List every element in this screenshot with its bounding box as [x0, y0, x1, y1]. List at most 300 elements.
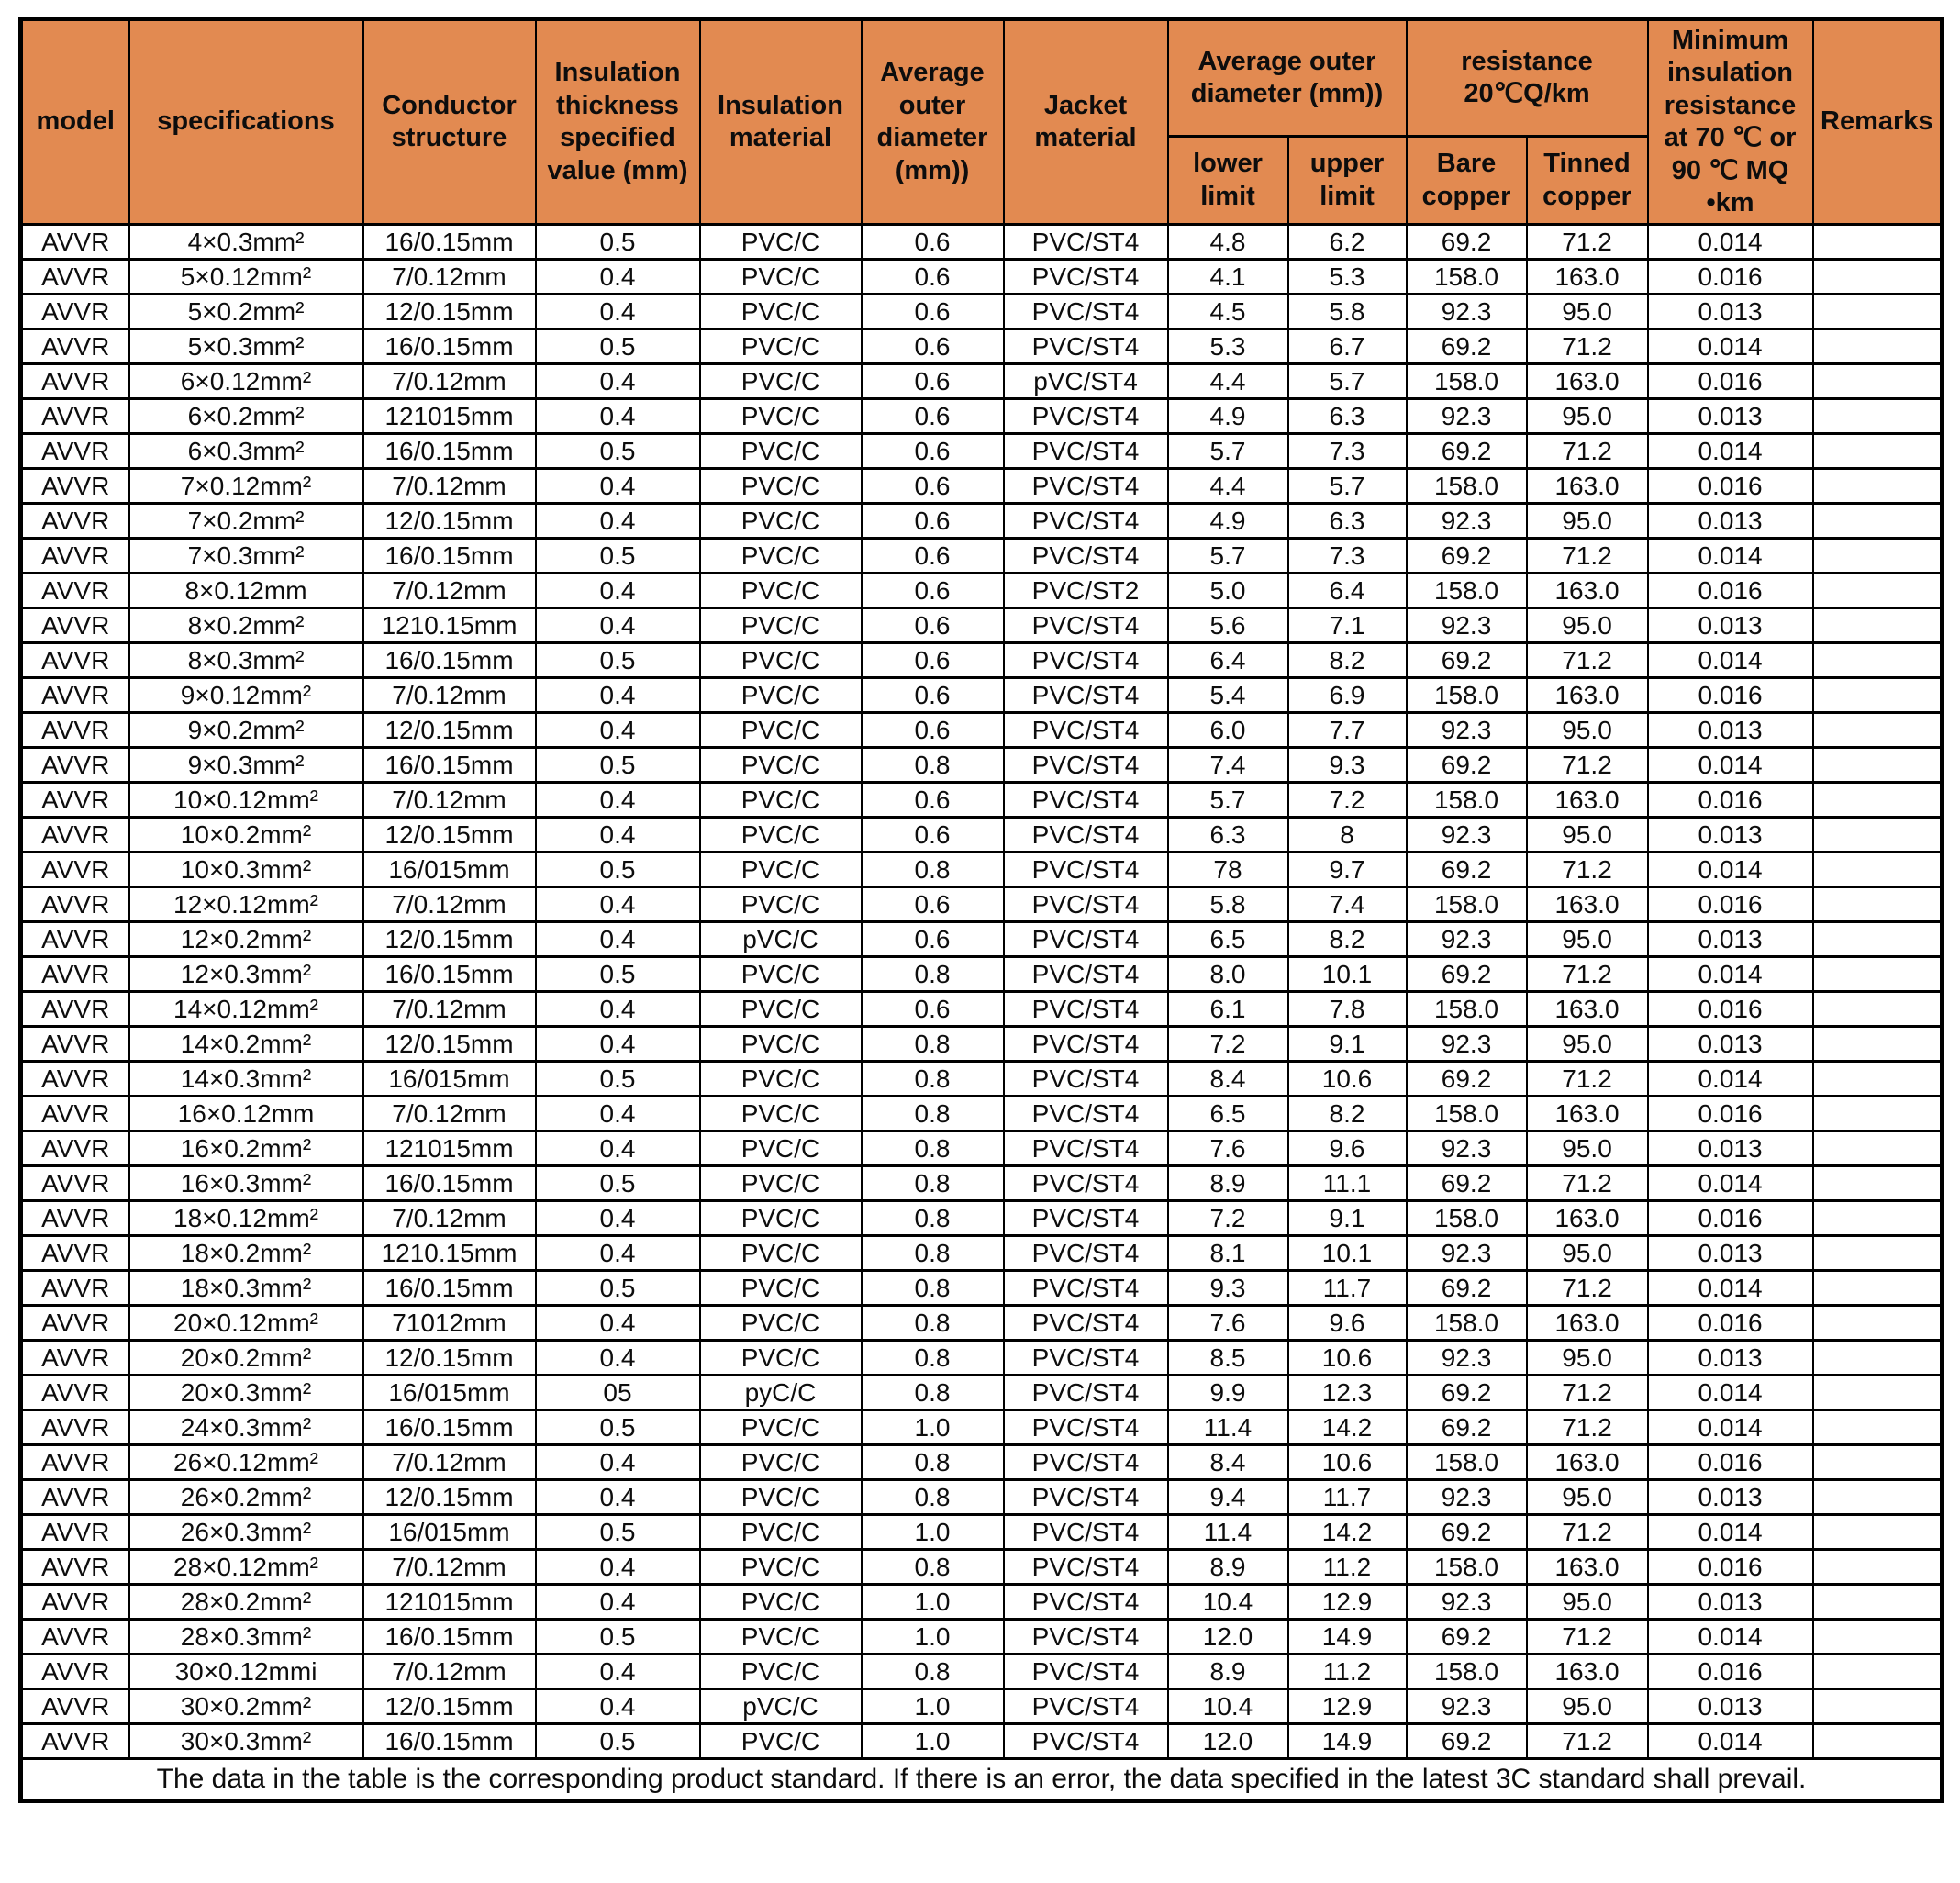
cell-bare-copper: 92.3 — [1407, 608, 1527, 643]
cell-lower-limit: 12.0 — [1168, 1724, 1288, 1759]
cell-insulation-material: PVC/C — [700, 1027, 862, 1062]
cell-insulation-thickness: 0.4 — [536, 1480, 700, 1515]
cell-remarks — [1813, 643, 1943, 678]
cell-insulation-thickness: 0.4 — [536, 1131, 700, 1166]
col-header-remarks: Remarks — [1813, 19, 1943, 225]
cell-jacket-material: PVC/ST4 — [1004, 1515, 1168, 1550]
cell-jacket-material: PVC/ST4 — [1004, 1445, 1168, 1480]
col-header-upper-limit: upper limit — [1288, 137, 1407, 225]
cell-avg-outer-diameter: 0.6 — [862, 992, 1004, 1027]
cell-insulation-thickness: 0.5 — [536, 1062, 700, 1097]
cell-upper-limit: 5.8 — [1288, 295, 1407, 329]
cell-min-insulation-resistance: 0.014 — [1648, 748, 1813, 783]
cell-jacket-material: PVC/ST4 — [1004, 295, 1168, 329]
cell-lower-limit: 10.4 — [1168, 1689, 1288, 1724]
cell-lower-limit: 7.2 — [1168, 1201, 1288, 1236]
cell-jacket-material: PVC/ST4 — [1004, 783, 1168, 818]
cell-upper-limit: 11.7 — [1288, 1271, 1407, 1306]
cell-bare-copper: 92.3 — [1407, 713, 1527, 748]
cell-insulation-material: PVC/C — [700, 295, 862, 329]
cell-tinned-copper: 95.0 — [1527, 295, 1648, 329]
cell-conductor-structure: 121015mm — [363, 1131, 536, 1166]
cell-model: AVVR — [21, 1271, 129, 1306]
cell-specifications: 5×0.2mm² — [129, 295, 363, 329]
cell-specifications: 7×0.12mm² — [129, 469, 363, 504]
cell-lower-limit: 8.4 — [1168, 1062, 1288, 1097]
cell-conductor-structure: 16/0.15mm — [363, 748, 536, 783]
cell-avg-outer-diameter: 0.8 — [862, 1445, 1004, 1480]
cell-insulation-thickness: 0.5 — [536, 1271, 700, 1306]
cell-specifications: 26×0.3mm² — [129, 1515, 363, 1550]
cell-insulation-material: PVC/C — [700, 783, 862, 818]
cell-model: AVVR — [21, 1445, 129, 1480]
cell-avg-outer-diameter: 0.6 — [862, 364, 1004, 399]
cell-jacket-material: PVC/ST4 — [1004, 713, 1168, 748]
cell-remarks — [1813, 713, 1943, 748]
cell-conductor-structure: 12/0.15mm — [363, 1689, 536, 1724]
cell-insulation-material: PVC/C — [700, 1341, 862, 1376]
cell-specifications: 6×0.12mm² — [129, 364, 363, 399]
cell-remarks — [1813, 1271, 1943, 1306]
cell-min-insulation-resistance: 0.016 — [1648, 992, 1813, 1027]
cell-lower-limit: 4.9 — [1168, 399, 1288, 434]
cell-specifications: 16×0.2mm² — [129, 1131, 363, 1166]
cell-bare-copper: 92.3 — [1407, 818, 1527, 852]
cell-tinned-copper: 163.0 — [1527, 887, 1648, 922]
cell-tinned-copper: 71.2 — [1527, 1062, 1648, 1097]
cell-avg-outer-diameter: 0.8 — [862, 1480, 1004, 1515]
cell-min-insulation-resistance: 0.013 — [1648, 1689, 1813, 1724]
table-row — [21, 1550, 1943, 1585]
cell-remarks — [1813, 748, 1943, 783]
cell-avg-outer-diameter: 1.0 — [862, 1585, 1004, 1620]
cell-insulation-thickness: 0.5 — [536, 1620, 700, 1655]
cell-upper-limit: 10.6 — [1288, 1445, 1407, 1480]
cell-insulation-thickness: 0.4 — [536, 678, 700, 713]
table-row — [21, 1585, 1943, 1620]
cell-insulation-material: PVC/C — [700, 1620, 862, 1655]
table-row — [21, 1131, 1943, 1166]
cell-tinned-copper: 163.0 — [1527, 1655, 1648, 1689]
cell-min-insulation-resistance: 0.014 — [1648, 1376, 1813, 1410]
cell-insulation-material: PVC/C — [700, 1410, 862, 1445]
cell-bare-copper: 92.3 — [1407, 922, 1527, 957]
cell-min-insulation-resistance: 0.016 — [1648, 260, 1813, 295]
cell-model: AVVR — [21, 399, 129, 434]
cell-specifications: 5×0.12mm² — [129, 260, 363, 295]
cell-model: AVVR — [21, 1306, 129, 1341]
cell-insulation-thickness: 0.5 — [536, 852, 700, 887]
cell-bare-copper: 158.0 — [1407, 887, 1527, 922]
table-row — [21, 1062, 1943, 1097]
cell-tinned-copper: 95.0 — [1527, 713, 1648, 748]
cell-insulation-thickness: 0.5 — [536, 434, 700, 469]
cell-avg-outer-diameter: 0.6 — [862, 260, 1004, 295]
cell-model: AVVR — [21, 469, 129, 504]
cell-jacket-material: PVC/ST4 — [1004, 1062, 1168, 1097]
col-header-conductor-structure: Conductor structure — [363, 19, 536, 225]
cell-conductor-structure: 7/0.12mm — [363, 678, 536, 713]
cell-avg-outer-diameter: 0.6 — [862, 434, 1004, 469]
cell-lower-limit: 4.8 — [1168, 225, 1288, 260]
cell-upper-limit: 10.1 — [1288, 1236, 1407, 1271]
table-row — [21, 225, 1943, 260]
cell-conductor-structure: 16/0.15mm — [363, 1724, 536, 1759]
cell-conductor-structure: 12/0.15mm — [363, 504, 536, 539]
cell-jacket-material: PVC/ST4 — [1004, 1027, 1168, 1062]
cell-bare-copper: 69.2 — [1407, 1620, 1527, 1655]
cell-bare-copper: 69.2 — [1407, 434, 1527, 469]
table-row — [21, 1410, 1943, 1445]
cell-model: AVVR — [21, 1550, 129, 1585]
cell-upper-limit: 14.9 — [1288, 1620, 1407, 1655]
cell-remarks — [1813, 1341, 1943, 1376]
cell-min-insulation-resistance: 0.014 — [1648, 957, 1813, 992]
cell-jacket-material: PVC/ST4 — [1004, 678, 1168, 713]
cell-remarks — [1813, 678, 1943, 713]
cell-specifications: 28×0.2mm² — [129, 1585, 363, 1620]
cell-insulation-thickness: 0.5 — [536, 329, 700, 364]
cell-tinned-copper: 95.0 — [1527, 1689, 1648, 1724]
cell-min-insulation-resistance: 0.014 — [1648, 1271, 1813, 1306]
cell-lower-limit: 8.4 — [1168, 1445, 1288, 1480]
cell-jacket-material: PVC/ST4 — [1004, 1306, 1168, 1341]
cell-remarks — [1813, 1062, 1943, 1097]
cell-remarks — [1813, 992, 1943, 1027]
cell-insulation-material: PVC/C — [700, 1306, 862, 1341]
table-row — [21, 1236, 1943, 1271]
cell-lower-limit: 7.6 — [1168, 1306, 1288, 1341]
cell-tinned-copper: 71.2 — [1527, 1271, 1648, 1306]
cell-remarks — [1813, 783, 1943, 818]
cell-specifications: 10×0.3mm² — [129, 852, 363, 887]
cell-remarks — [1813, 1097, 1943, 1131]
cell-conductor-structure: 121015mm — [363, 399, 536, 434]
cell-model: AVVR — [21, 678, 129, 713]
cell-insulation-thickness: 05 — [536, 1376, 700, 1410]
cell-lower-limit: 7.4 — [1168, 748, 1288, 783]
cell-insulation-material: PVC/C — [700, 818, 862, 852]
cell-tinned-copper: 71.2 — [1527, 1376, 1648, 1410]
cell-tinned-copper: 163.0 — [1527, 1201, 1648, 1236]
cell-tinned-copper: 95.0 — [1527, 504, 1648, 539]
cell-min-insulation-resistance: 0.014 — [1648, 1515, 1813, 1550]
cell-min-insulation-resistance: 0.016 — [1648, 1655, 1813, 1689]
cell-insulation-thickness: 0.5 — [536, 1724, 700, 1759]
cell-conductor-structure: 7/0.12mm — [363, 469, 536, 504]
cell-model: AVVR — [21, 1585, 129, 1620]
cell-conductor-structure: 12/0.15mm — [363, 713, 536, 748]
cell-bare-copper: 158.0 — [1407, 1306, 1527, 1341]
cell-insulation-material: PVC/C — [700, 608, 862, 643]
cell-upper-limit: 14.2 — [1288, 1410, 1407, 1445]
cell-remarks — [1813, 1201, 1943, 1236]
cell-tinned-copper: 71.2 — [1527, 225, 1648, 260]
cell-jacket-material: PVC/ST4 — [1004, 469, 1168, 504]
cell-jacket-material: PVC/ST4 — [1004, 887, 1168, 922]
cell-specifications: 14×0.2mm² — [129, 1027, 363, 1062]
cell-bare-copper: 158.0 — [1407, 469, 1527, 504]
cell-insulation-thickness: 0.4 — [536, 1445, 700, 1480]
cell-specifications: 14×0.12mm² — [129, 992, 363, 1027]
cell-conductor-structure: 16/015mm — [363, 1376, 536, 1410]
cell-conductor-structure: 1210.15mm — [363, 608, 536, 643]
cell-insulation-material: pyC/C — [700, 1376, 862, 1410]
cell-insulation-material: PVC/C — [700, 504, 862, 539]
cell-upper-limit: 8 — [1288, 818, 1407, 852]
cell-upper-limit: 6.7 — [1288, 329, 1407, 364]
cell-avg-outer-diameter: 1.0 — [862, 1724, 1004, 1759]
cell-specifications: 26×0.2mm² — [129, 1480, 363, 1515]
cell-model: AVVR — [21, 1410, 129, 1445]
cell-lower-limit: 10.4 — [1168, 1585, 1288, 1620]
cell-insulation-thickness: 0.5 — [536, 1410, 700, 1445]
cell-tinned-copper: 71.2 — [1527, 1724, 1648, 1759]
cell-bare-copper: 69.2 — [1407, 1062, 1527, 1097]
cell-lower-limit: 6.3 — [1168, 818, 1288, 852]
cell-lower-limit: 4.5 — [1168, 295, 1288, 329]
col-header-specifications: specifications — [129, 19, 363, 225]
cell-avg-outer-diameter: 0.6 — [862, 818, 1004, 852]
cell-model: AVVR — [21, 1131, 129, 1166]
col-header-jacket-material: Jacket material — [1004, 19, 1168, 225]
cell-conductor-structure: 7/0.12mm — [363, 1550, 536, 1585]
cable-spec-table — [18, 17, 1944, 1803]
cell-bare-copper: 69.2 — [1407, 225, 1527, 260]
cell-remarks — [1813, 957, 1943, 992]
cell-insulation-thickness: 0.4 — [536, 1201, 700, 1236]
cell-avg-outer-diameter: 0.8 — [862, 1201, 1004, 1236]
cell-conductor-structure: 16/0.15mm — [363, 329, 536, 364]
cell-remarks — [1813, 1236, 1943, 1271]
cell-insulation-material: PVC/C — [700, 1585, 862, 1620]
cell-lower-limit: 9.3 — [1168, 1271, 1288, 1306]
cell-upper-limit: 9.3 — [1288, 748, 1407, 783]
cell-conductor-structure: 16/0.15mm — [363, 1620, 536, 1655]
cell-remarks — [1813, 1620, 1943, 1655]
cell-remarks — [1813, 887, 1943, 922]
cell-insulation-material: PVC/C — [700, 1445, 862, 1480]
cell-specifications: 26×0.12mm² — [129, 1445, 363, 1480]
cell-bare-copper: 158.0 — [1407, 1445, 1527, 1480]
cell-insulation-material: PVC/C — [700, 1550, 862, 1585]
table-row — [21, 574, 1943, 608]
cell-lower-limit: 11.4 — [1168, 1515, 1288, 1550]
table-row — [21, 1027, 1943, 1062]
cell-specifications: 14×0.3mm² — [129, 1062, 363, 1097]
cell-jacket-material: PVC/ST4 — [1004, 1724, 1168, 1759]
cell-min-insulation-resistance: 0.016 — [1648, 1201, 1813, 1236]
cell-model: AVVR — [21, 922, 129, 957]
cell-min-insulation-resistance: 0.014 — [1648, 1724, 1813, 1759]
cell-insulation-material: PVC/C — [700, 1166, 862, 1201]
cell-lower-limit: 5.8 — [1168, 887, 1288, 922]
cell-upper-limit: 7.1 — [1288, 608, 1407, 643]
cell-min-insulation-resistance: 0.016 — [1648, 364, 1813, 399]
cell-upper-limit: 6.3 — [1288, 399, 1407, 434]
cell-tinned-copper: 163.0 — [1527, 574, 1648, 608]
cell-jacket-material: PVC/ST4 — [1004, 225, 1168, 260]
cell-upper-limit: 6.9 — [1288, 678, 1407, 713]
cell-avg-outer-diameter: 0.8 — [862, 1166, 1004, 1201]
cell-insulation-material: pVC/C — [700, 1689, 862, 1724]
cell-avg-outer-diameter: 0.6 — [862, 887, 1004, 922]
cell-lower-limit: 9.9 — [1168, 1376, 1288, 1410]
cell-model: AVVR — [21, 748, 129, 783]
cell-bare-copper: 69.2 — [1407, 329, 1527, 364]
cell-min-insulation-resistance: 0.013 — [1648, 922, 1813, 957]
cell-avg-outer-diameter: 0.8 — [862, 1550, 1004, 1585]
cell-tinned-copper: 71.2 — [1527, 957, 1648, 992]
cell-specifications: 12×0.2mm² — [129, 922, 363, 957]
cell-lower-limit: 8.9 — [1168, 1655, 1288, 1689]
cell-specifications: 9×0.3mm² — [129, 748, 363, 783]
cell-insulation-material: PVC/C — [700, 643, 862, 678]
cell-lower-limit: 4.4 — [1168, 364, 1288, 399]
cell-lower-limit: 4.4 — [1168, 469, 1288, 504]
cell-upper-limit: 12.9 — [1288, 1689, 1407, 1724]
col-group-resistance: resistance 20℃Q/km — [1407, 19, 1648, 137]
cell-lower-limit: 5.0 — [1168, 574, 1288, 608]
table-row — [21, 1306, 1943, 1341]
cell-upper-limit: 5.3 — [1288, 260, 1407, 295]
cell-conductor-structure: 1210.15mm — [363, 1236, 536, 1271]
table-row — [21, 539, 1943, 574]
cell-tinned-copper: 163.0 — [1527, 1550, 1648, 1585]
cell-bare-copper: 69.2 — [1407, 1376, 1527, 1410]
cell-insulation-thickness: 0.5 — [536, 643, 700, 678]
cell-min-insulation-resistance: 0.014 — [1648, 1062, 1813, 1097]
cell-insulation-material: pVC/C — [700, 922, 862, 957]
cell-insulation-material: PVC/C — [700, 1480, 862, 1515]
cell-insulation-material: PVC/C — [700, 434, 862, 469]
table-row — [21, 643, 1943, 678]
cell-bare-copper: 158.0 — [1407, 364, 1527, 399]
cell-min-insulation-resistance: 0.016 — [1648, 887, 1813, 922]
table-header — [21, 19, 1943, 225]
table-row — [21, 852, 1943, 887]
cell-min-insulation-resistance: 0.014 — [1648, 434, 1813, 469]
cell-jacket-material: PVC/ST4 — [1004, 818, 1168, 852]
cell-specifications: 12×0.3mm² — [129, 957, 363, 992]
col-header-bare-copper: Bare copper — [1407, 137, 1527, 225]
table-row — [21, 1620, 1943, 1655]
cell-remarks — [1813, 1480, 1943, 1515]
cell-model: AVVR — [21, 1236, 129, 1271]
cell-min-insulation-resistance: 0.016 — [1648, 1306, 1813, 1341]
cell-min-insulation-resistance: 0.013 — [1648, 608, 1813, 643]
cell-avg-outer-diameter: 0.6 — [862, 608, 1004, 643]
cell-min-insulation-resistance: 0.013 — [1648, 1480, 1813, 1515]
cell-model: AVVR — [21, 329, 129, 364]
table-row — [21, 1271, 1943, 1306]
col-group-avg-outer-diameter-limits: Average outer diameter (mm)) — [1168, 19, 1407, 137]
table-row — [21, 364, 1943, 399]
cell-lower-limit: 6.0 — [1168, 713, 1288, 748]
cell-remarks — [1813, 1376, 1943, 1410]
cell-remarks — [1813, 574, 1943, 608]
cell-avg-outer-diameter: 0.6 — [862, 504, 1004, 539]
cell-avg-outer-diameter: 0.6 — [862, 399, 1004, 434]
cell-lower-limit: 9.4 — [1168, 1480, 1288, 1515]
cell-specifications: 10×0.12mm² — [129, 783, 363, 818]
cell-min-insulation-resistance: 0.013 — [1648, 1131, 1813, 1166]
cell-min-insulation-resistance: 0.013 — [1648, 1236, 1813, 1271]
cell-remarks — [1813, 539, 1943, 574]
cell-jacket-material: PVC/ST4 — [1004, 957, 1168, 992]
cell-specifications: 20×0.12mm² — [129, 1306, 363, 1341]
cell-specifications: 30×0.2mm² — [129, 1689, 363, 1724]
cell-avg-outer-diameter: 0.6 — [862, 574, 1004, 608]
cell-remarks — [1813, 504, 1943, 539]
cell-specifications: 10×0.2mm² — [129, 818, 363, 852]
cell-conductor-structure: 16/015mm — [363, 1062, 536, 1097]
cell-upper-limit: 6.4 — [1288, 574, 1407, 608]
cell-specifications: 9×0.2mm² — [129, 713, 363, 748]
cell-model: AVVR — [21, 1655, 129, 1689]
cell-conductor-structure: 12/0.15mm — [363, 922, 536, 957]
cell-insulation-thickness: 0.4 — [536, 1236, 700, 1271]
cell-tinned-copper: 71.2 — [1527, 1410, 1648, 1445]
cell-specifications: 6×0.3mm² — [129, 434, 363, 469]
cell-bare-copper: 69.2 — [1407, 1724, 1527, 1759]
cell-upper-limit: 9.1 — [1288, 1201, 1407, 1236]
cell-jacket-material: PVC/ST4 — [1004, 434, 1168, 469]
cell-upper-limit: 6.3 — [1288, 504, 1407, 539]
cell-avg-outer-diameter: 0.8 — [862, 852, 1004, 887]
cell-avg-outer-diameter: 0.8 — [862, 1376, 1004, 1410]
cell-specifications: 6×0.2mm² — [129, 399, 363, 434]
cell-tinned-copper: 163.0 — [1527, 469, 1648, 504]
cell-lower-limit: 8.9 — [1168, 1166, 1288, 1201]
cell-tinned-copper: 163.0 — [1527, 992, 1648, 1027]
cell-conductor-structure: 12/0.15mm — [363, 1027, 536, 1062]
cell-lower-limit: 6.5 — [1168, 1097, 1288, 1131]
cell-insulation-material: PVC/C — [700, 852, 862, 887]
cell-model: AVVR — [21, 992, 129, 1027]
cell-tinned-copper: 71.2 — [1527, 329, 1648, 364]
cell-min-insulation-resistance: 0.014 — [1648, 329, 1813, 364]
cell-avg-outer-diameter: 0.8 — [862, 748, 1004, 783]
cell-insulation-thickness: 0.4 — [536, 1585, 700, 1620]
cell-min-insulation-resistance: 0.013 — [1648, 399, 1813, 434]
cell-upper-limit: 9.6 — [1288, 1131, 1407, 1166]
cell-insulation-material: PVC/C — [700, 399, 862, 434]
cell-specifications: 7×0.3mm² — [129, 539, 363, 574]
cell-upper-limit: 9.6 — [1288, 1306, 1407, 1341]
cell-jacket-material: PVC/ST4 — [1004, 539, 1168, 574]
cell-bare-copper: 158.0 — [1407, 678, 1527, 713]
table-row — [21, 1166, 1943, 1201]
cell-specifications: 28×0.12mm² — [129, 1550, 363, 1585]
cell-upper-limit: 6.2 — [1288, 225, 1407, 260]
cell-model: AVVR — [21, 887, 129, 922]
cell-bare-copper: 158.0 — [1407, 1201, 1527, 1236]
cell-bare-copper: 158.0 — [1407, 992, 1527, 1027]
cell-bare-copper: 69.2 — [1407, 852, 1527, 887]
cell-insulation-thickness: 0.4 — [536, 1027, 700, 1062]
cell-min-insulation-resistance: 0.014 — [1648, 1166, 1813, 1201]
cell-upper-limit: 9.7 — [1288, 852, 1407, 887]
cell-tinned-copper: 163.0 — [1527, 1306, 1648, 1341]
cell-tinned-copper: 71.2 — [1527, 852, 1648, 887]
cell-model: AVVR — [21, 504, 129, 539]
cell-tinned-copper: 95.0 — [1527, 1027, 1648, 1062]
cell-conductor-structure: 16/0.15mm — [363, 434, 536, 469]
cell-tinned-copper: 71.2 — [1527, 1620, 1648, 1655]
cell-model: AVVR — [21, 225, 129, 260]
col-header-model: model — [21, 19, 129, 225]
